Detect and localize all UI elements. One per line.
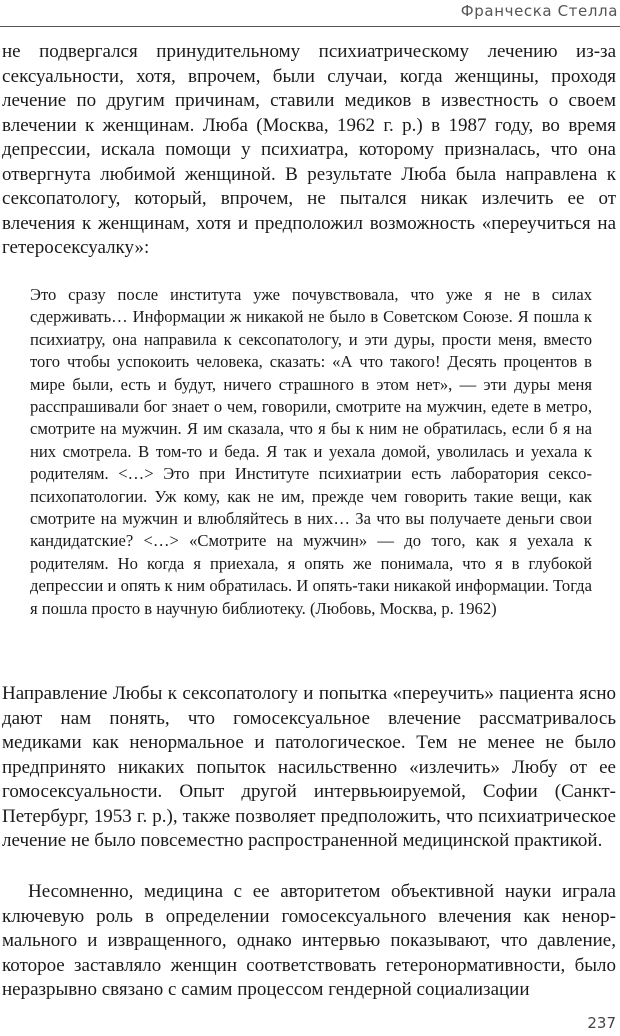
header-divider [0,26,620,27]
body-paragraph-1: не подвергался принудительному психиатрическому лечению из-за сексуальности, хотя, впрочем, были случаи, когда женщины, проходя лечение по другим причинам, ставили медиков в известность о своем влечении к женщинам. Люба (Москва, 1962 г. р.) в 1987 году, во время депрессии, искала помощи у психиатра, которому призналась, что она отвергнута любимой женщиной. В результате Люба была направлена к сексопатологу, который, впрочем, не пытался никак излечить ее от влечения к женщинам, хотя и предположил возможность «переучиться на гетеросексуалку»: [2,41,616,258]
body-paragraph-2: Направление Любы к сексопатологу и попытка «переучить» пациента ясно дают нам понять, что гомосексуальное влечение рассматривалось медиками как ненормальное и патологическое. Тем не менее не было предпринято никаких попыток насильственно «излечить» Любу от ее гомосексуальности. Опыт другой интервьюируемой, Софии (Санкт-Петербург, 1953 г. р.), также позволяет предположить, что психиатрическое лечение не было повсеместно распространенной медицинской практикой. [2,683,616,851]
running-header-author: Франческа Стелла [460,2,618,20]
block-quote: Это сразу после института уже почувствовала, что уже я не в силах сдерживать… Информации ж никакой не было в Советском Союзе. Я пошла к психиатру, она направила к сексопатологу, и эти дуры, прости меня, вместо того чтобы успокоить человека, сказать: «А что такого! Десять процентов в мире были, есть и будут, ничего страшного в этом нет», — эти дуры меня расспрашивали бог знает о чем, говорили, смотрите на мужчин, едете в метро, смотрите на мужчин. Я им сказала, что я бы к ним не обратилась, если б я на них смотрела. В том-то и беда. Я так и уехала домой, уволилась и уехала к родителям. <…> Это при Институте психиатрии есть лаборатория сексопсихопатологии. Уж кому, как не им, прежде чем говорить такие вещи, как смотрите на мужчин и влюбляйтесь в них… За что вы получаете деньги свои кандидатские? <…> «Смотрите на мужчин» — до того, как я уехала к родителям. Но когда я приехала, я опять же понимала, что я в глубокой депрессии и опять к ним обратилась. И опять-таки никакой информации. Тогда я пошла просто в научную библиотеку. (Любовь, Москва, р. 1962) [30,285,592,618]
page-number: 237 [587,1014,616,1032]
body-paragraph-3: Несомненно, медицина с ее авторитетом объективной науки играла ключевую роль в определении гомосексуального влечения как ненормального и извращенного, однако интервью показывают, что давление, которое заставляло женщин соответствовать гетеронормативности, было неразрывно связано с самим процессом гендерной социализации [2,881,616,1000]
